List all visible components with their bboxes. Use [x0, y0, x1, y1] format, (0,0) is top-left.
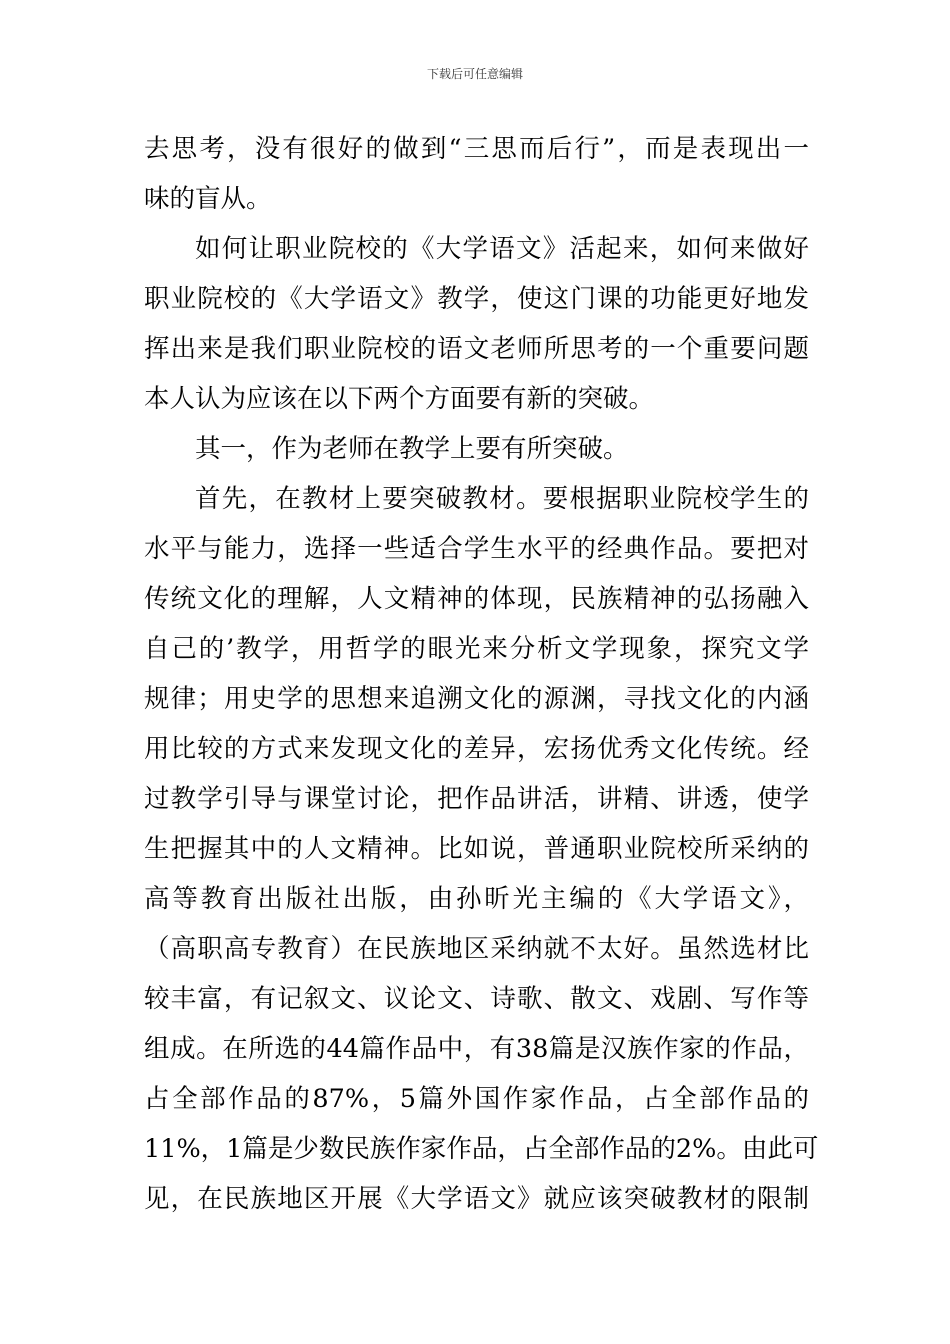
text-line: 过教学引导与课堂讨论，把作品讲活，讲精、讲透，使学	[144, 784, 809, 814]
text-line: 较丰富，有记叙文、议论文、诗歌、散文、戏剧、写作等	[144, 984, 809, 1014]
text-line: 规律；用史学的思想来追溯文化的源渊，寻找文化的内涵	[144, 684, 809, 714]
text-line: 占全部作品的87%，5篇外国作家作品，占全部作品的	[144, 1084, 809, 1114]
text-line: 见，在民族地区开展《大学语文》就应该突破教材的限制	[144, 1184, 809, 1214]
text-line: 用比较的方式来发现文化的差异，宏扬优秀文化传统。经	[144, 734, 809, 764]
text-line: 传统文化的理解，人文精神的体现，民族精神的弘扬融入	[144, 584, 809, 614]
text-line: 生把握其中的人文精神。比如说，普通职业院校所采纳的	[144, 834, 809, 864]
text-line: 水平与能力，选择一些适合学生水平的经典作品。要把对	[144, 534, 809, 564]
text-line: （高职高专教育）在民族地区采纳就不太好。虽然选材比	[144, 934, 809, 964]
text-line: 11%，1篇是少数民族作家作品，占全部作品的2%。由此可	[144, 1134, 819, 1164]
text-line: 去思考，没有很好的做到“三思而后行”，而是表现出一	[144, 134, 809, 164]
text-line: 本人认为应该在以下两个方面要有新的突破。	[144, 384, 655, 414]
paragraph-first-line: 其一，作为老师在教学上要有所突破。	[195, 434, 629, 464]
paragraph-first-line: 首先，在教材上要突破教材。要根据职业院校学生的	[195, 484, 809, 514]
text-line: 味的盲从。	[144, 184, 272, 214]
paragraph-first-line: 如何让职业院校的《大学语文》活起来，如何来做好	[195, 234, 809, 264]
text-line: 组成。在所选的44篇作品中，有38篇是汉族作家的作品，	[144, 1034, 809, 1064]
document-body	[144, 124, 819, 1224]
text-line: 自己的’教学，用哲学的眼光来分析文学现象，探究文学	[144, 634, 809, 664]
text-line: 职业院校的《大学语文》教学，使这门课的功能更好地发	[144, 284, 809, 314]
page-header: 下载后可任意编辑	[426, 67, 523, 81]
text-line: 高等教育出版社出版，由孙昕光主编的《大学语文》，	[144, 884, 809, 914]
text-line: 挥出来是我们职业院校的语文老师所思考的一个重要问题	[144, 334, 809, 364]
